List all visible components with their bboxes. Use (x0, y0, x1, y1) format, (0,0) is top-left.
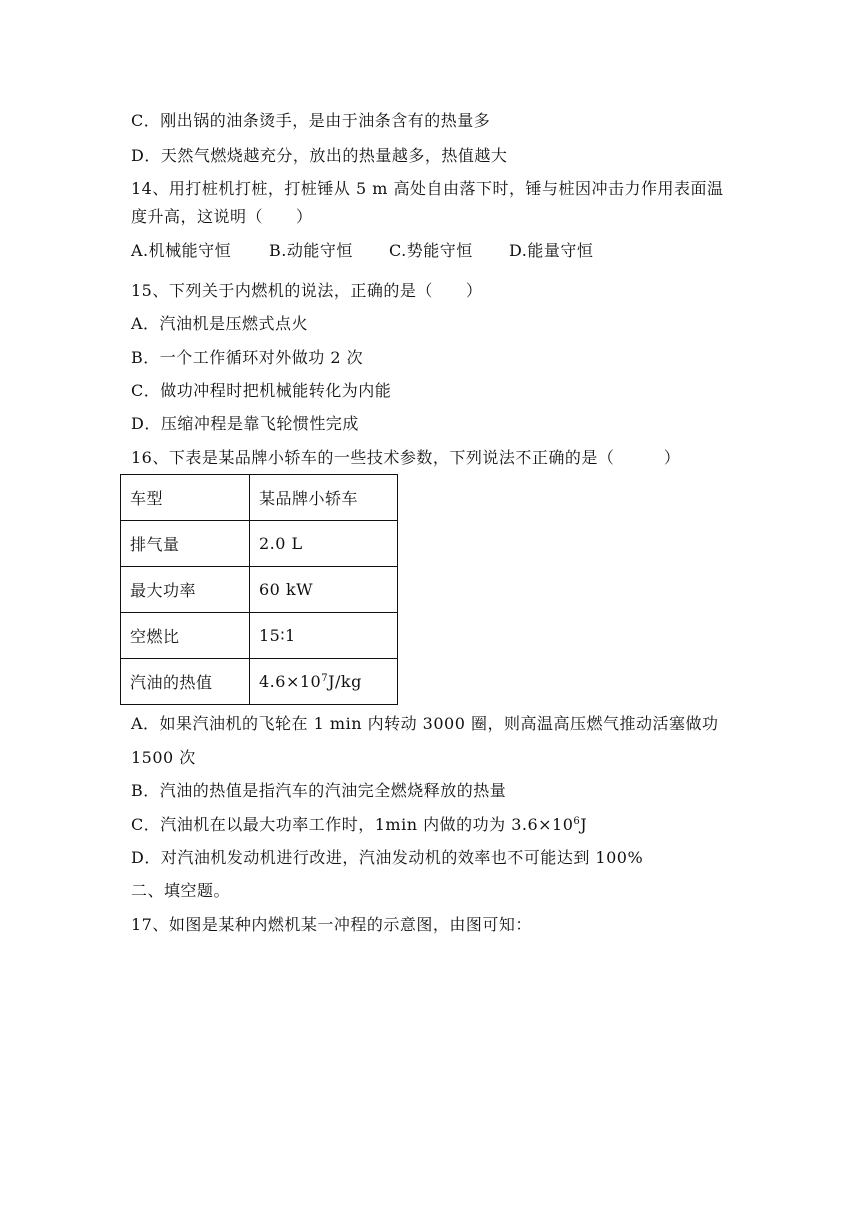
spec-label: 汽油的热值 (121, 659, 250, 705)
heat-value-base: 4.6×10 (259, 672, 322, 691)
q14-options (131, 241, 593, 261)
q16-option-c (131, 815, 587, 835)
q14-option-d: D.能量守恒 (509, 241, 594, 260)
q16-option-b: B．汽油的热值是指汽车的汽油完全燃烧释放的热量 (131, 781, 507, 800)
table-row (121, 475, 398, 521)
q14-stem-line1: 14、用打桩机打桩，打桩锤从 5 m 高处自由落下时，锤与桩因冲击力作用表面温 (131, 179, 724, 198)
q14-option-a: A.机械能守恒 (131, 241, 232, 260)
q14-stem-line2: 度升高，这说明（ ） (131, 207, 313, 226)
q16-option-a-line2: 1500 次 (131, 748, 196, 767)
spec-label: 最大功率 (121, 567, 250, 613)
q15-option-c: C．做功冲程时把机械能转化为内能 (131, 381, 392, 400)
table-row (121, 567, 398, 613)
spec-label: 空燃比 (121, 613, 250, 659)
q15-option-b: B．一个工作循环对外做功 2 次 (131, 348, 364, 367)
q16-stem: 16、下表是某品牌小轿车的一些技术参数，下列说法不正确的是（ ） (131, 448, 681, 467)
spec-table (120, 474, 398, 705)
q15-option-a: A．汽油机是压燃式点火 (131, 314, 309, 333)
spec-label: 车型 (121, 475, 250, 521)
table-row (121, 521, 398, 567)
section-heading: 二、填空题。 (131, 881, 231, 900)
spec-label: 排气量 (121, 521, 250, 567)
q14-option-b: B.动能守恒 (269, 241, 353, 260)
spec-value: 60 kW (250, 567, 398, 613)
q17-stem: 17、如图是某种内燃机某一冲程的示意图，由图可知： (131, 915, 532, 934)
heat-value-unit: J/kg (328, 672, 362, 691)
q13-option-d: D．天然气燃烧越充分，放出的热量越多，热值越大 (131, 146, 508, 165)
q16-option-c-base: C．汽油机在以最大功率工作时，1min 内做的功为 3.6×10 (131, 815, 574, 834)
q16-option-d: D．对汽油机发动机进行改进，汽油发动机的效率也不可能达到 100% (131, 848, 644, 867)
q16-option-a-line1: A．如果汽油机的飞轮在 1 min 内转动 3000 圈，则高温高压燃气推动活塞做功 (131, 714, 719, 733)
q16-option-c-unit: J (580, 815, 588, 834)
spec-value: 某品牌小轿车 (250, 475, 398, 521)
q14-option-c: C.势能守恒 (389, 241, 473, 260)
table-row (121, 659, 398, 705)
q16-option-c-exponent: 6 (573, 816, 581, 827)
heat-value-exponent: 7 (321, 673, 329, 684)
spec-value: 2.0 L (250, 521, 398, 567)
q15-stem: 15、下列关于内燃机的说法，正确的是（ ） (131, 281, 483, 300)
table-row (121, 613, 398, 659)
spec-value: 15∶1 (250, 613, 398, 659)
q15-option-d: D．压缩冲程是靠飞轮惯性完成 (131, 414, 359, 433)
spec-value-heat (250, 659, 398, 705)
q13-option-c: C．刚出锅的油条烫手，是由于油条含有的热量多 (131, 111, 491, 130)
